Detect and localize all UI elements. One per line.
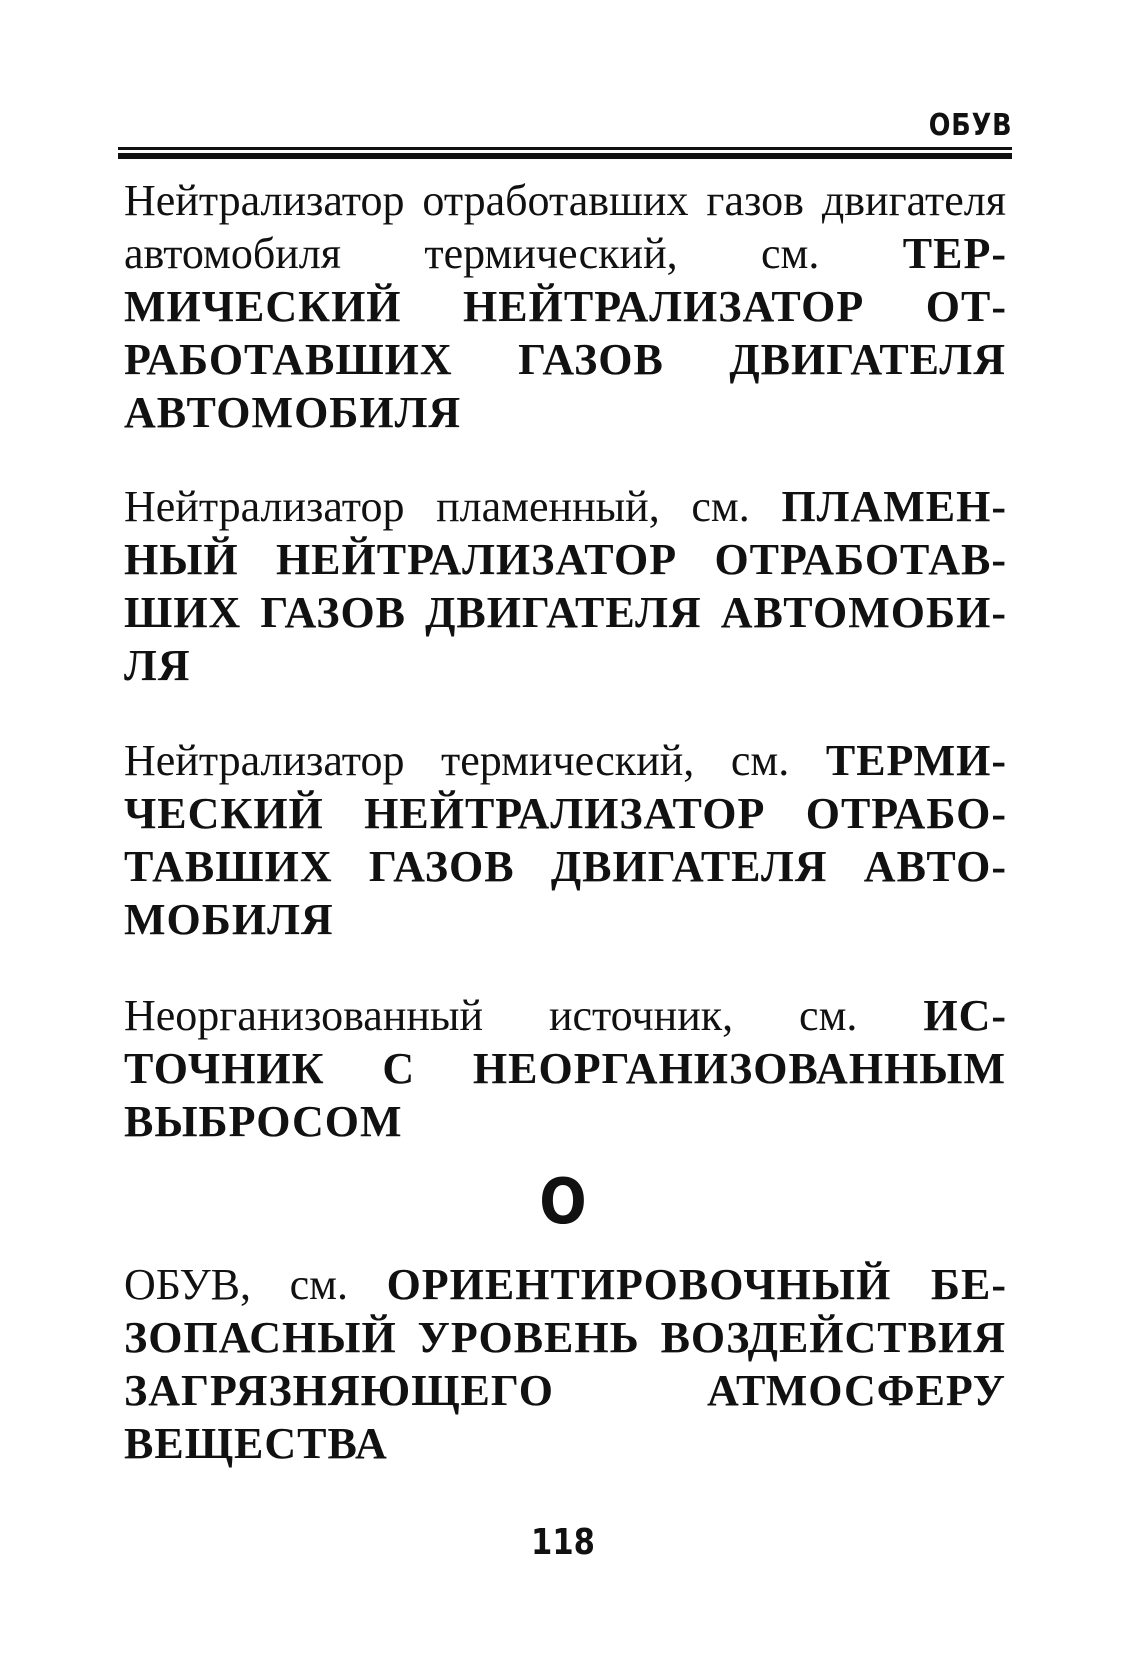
entry-cross-reference: ТЕРМИЧЕСКИЙ НЕЙТРАЛИЗАТОР ОТРАБОТАВШИХ ГАЗОВ ДВИГАТЕЛЯ АВТОМОБИЛЯ <box>124 736 1006 944</box>
entry-headword: Нейтрализатор отработавших газов двигателя автомобиля термический, см. <box>124 176 1006 278</box>
entry-headword: ОБУВ, см. <box>124 1260 387 1309</box>
running-head: ОБУВ <box>928 108 1012 143</box>
entry-cross-reference: ОРИЕНТИРОВОЧНЫЙ БЕЗОПАСНЫЙ УРОВЕНЬ ВОЗДЕЙСТВИЯ ЗАГРЯЗНЯЮЩЕГО АТМОСФЕРУ ВЕЩЕСТВА <box>124 1260 1006 1468</box>
entry-cross-reference: ИСТОЧНИК С НЕОРГАНИЗОВАННЫМ ВЫБРОСОМ <box>124 991 1006 1146</box>
header-rule-thick <box>118 153 1012 159</box>
page-number: 118 <box>531 1522 595 1563</box>
entry-headword: Нейтрализатор термический, см. <box>124 736 826 785</box>
entry-cross-reference: ТЕРМИЧЕСКИЙ НЕЙТРАЛИЗАТОР ОТРАБОТАВШИХ ГАЗОВ ДВИГАТЕЛЯ АВТОМОБИЛЯ <box>124 229 1006 437</box>
dictionary-entry <box>124 480 1006 692</box>
dictionary-entry <box>124 989 1006 1148</box>
dictionary-entry <box>124 1258 1006 1470</box>
header-rule-thin <box>118 147 1012 150</box>
entry-headword: Неорганизованный источник, см. <box>124 991 924 1040</box>
section-letter: О <box>539 1165 587 1238</box>
entry-cross-reference: ПЛАМЕННЫЙ НЕЙТРАЛИЗАТОР ОТРАБОТАВШИХ ГАЗОВ ДВИГАТЕЛЯ АВТОМОБИЛЯ <box>124 482 1006 690</box>
entry-headword: Нейтрализатор пламенный, см. <box>124 482 782 531</box>
dictionary-entry <box>124 734 1006 946</box>
dictionary-entry <box>124 174 1006 439</box>
